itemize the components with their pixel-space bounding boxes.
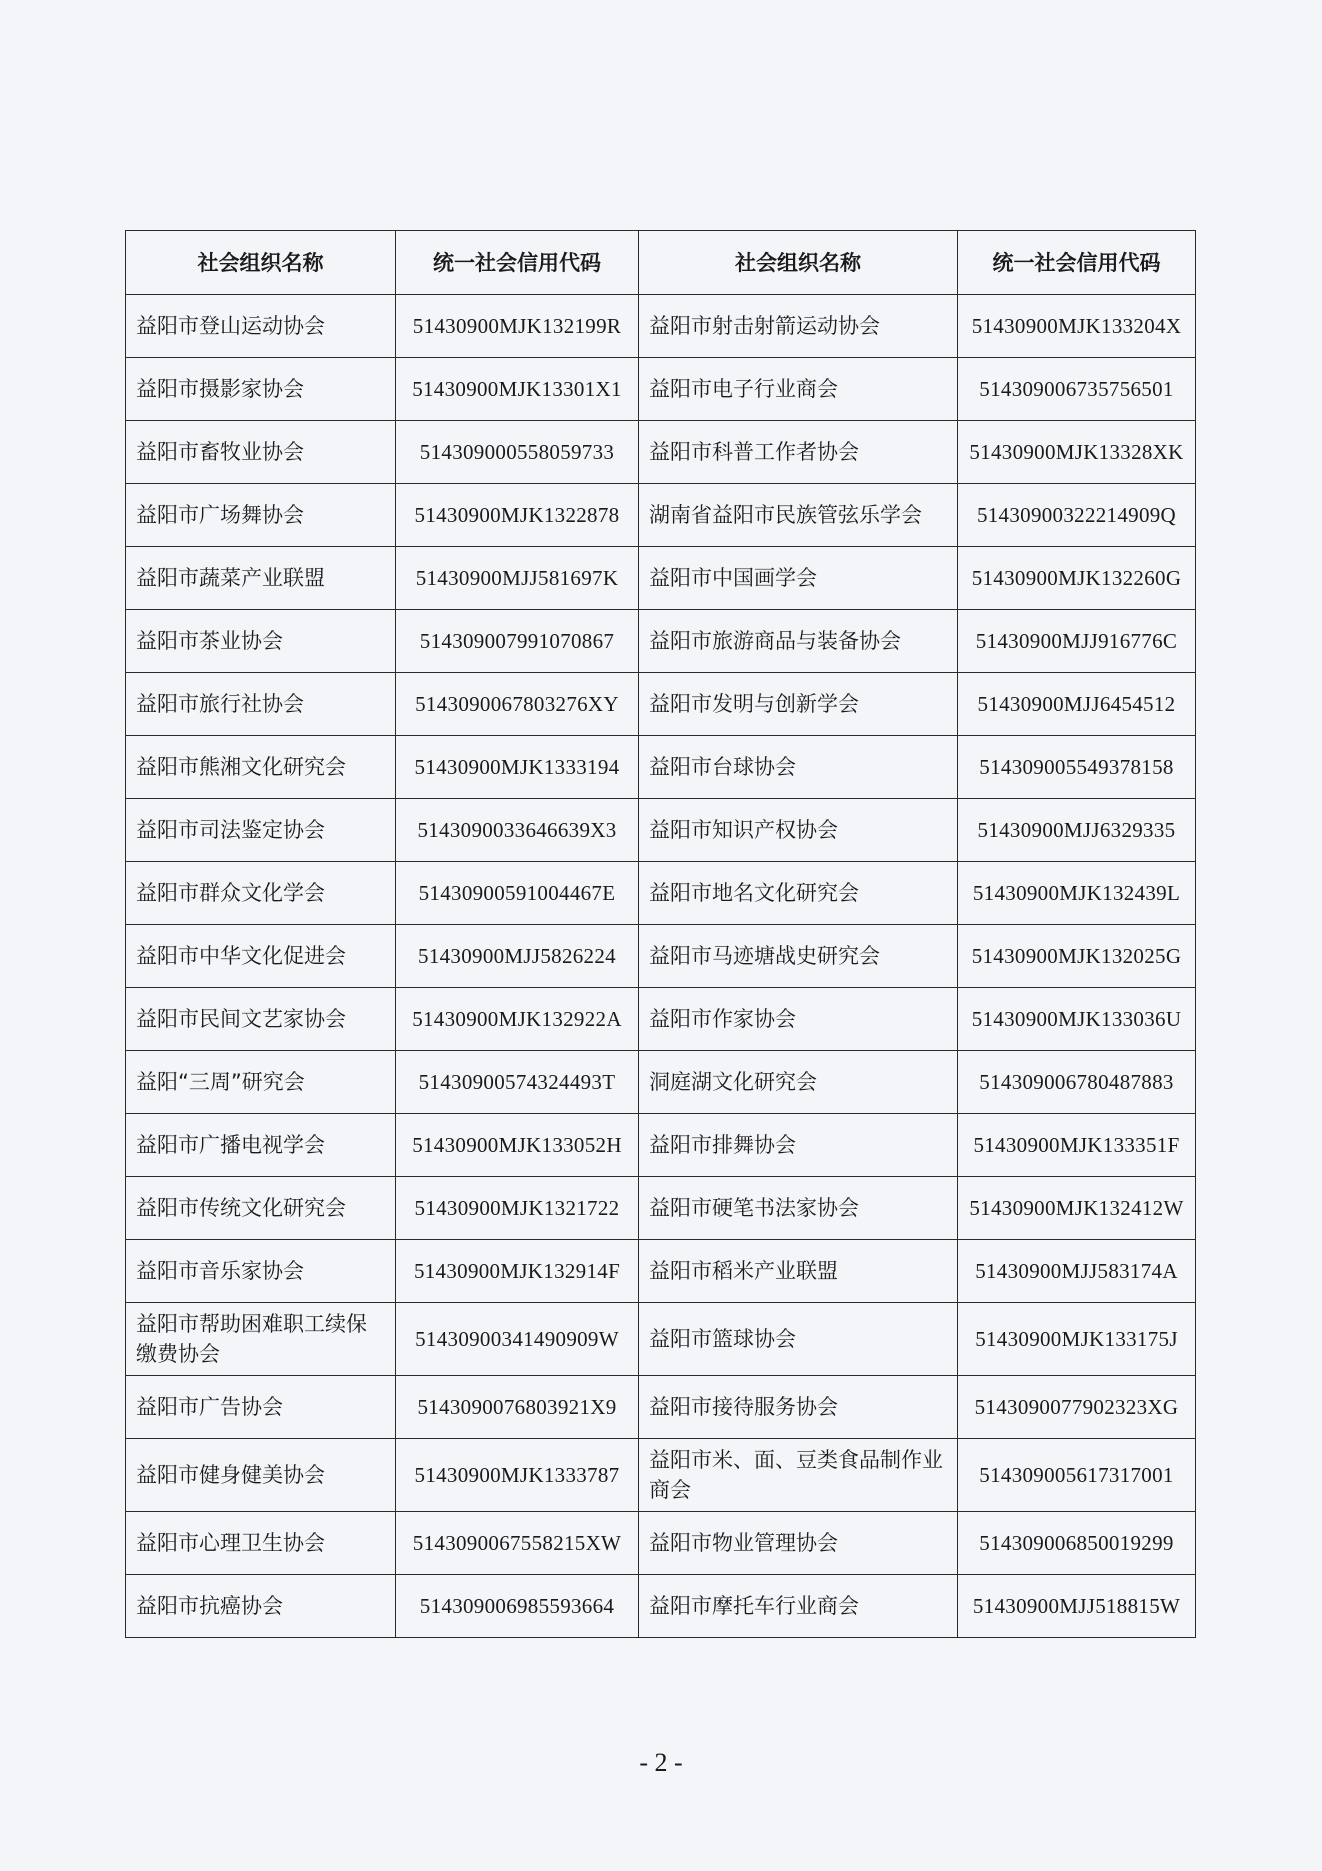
org-name-cell: 益阳“三周”研究会 [126, 1051, 396, 1114]
table-row [126, 421, 1196, 484]
header-org-name: 社会组织名称 [639, 231, 958, 295]
org-name-cell: 益阳市熊湘文化研究会 [126, 736, 396, 799]
org-name-cell: 益阳市畜牧业协会 [126, 421, 396, 484]
org-name-cell: 益阳市广播电视学会 [126, 1114, 396, 1177]
org-name-cell: 益阳市台球协会 [639, 736, 958, 799]
credit-code-cell: 51430900MJK1333194 [396, 736, 639, 799]
org-name-cell: 益阳市心理卫生协会 [126, 1512, 396, 1575]
org-name-cell: 益阳市旅行社协会 [126, 673, 396, 736]
credit-code-cell: 514309005549378158 [958, 736, 1196, 799]
credit-code-cell: 51430900322214909Q [958, 484, 1196, 547]
credit-code-cell: 51430900341490909W [396, 1303, 639, 1376]
credit-code-cell: 51430900MJK132914F [396, 1240, 639, 1303]
credit-code-cell: 514309006780487883 [958, 1051, 1196, 1114]
credit-code-cell: 51430900MJK133175J [958, 1303, 1196, 1376]
credit-code-cell: 51430900MJK1322878 [396, 484, 639, 547]
org-name-cell: 益阳市中华文化促进会 [126, 925, 396, 988]
table-row [126, 1376, 1196, 1439]
org-name-cell: 益阳市科普工作者协会 [639, 421, 958, 484]
org-name-cell: 益阳市茶业协会 [126, 610, 396, 673]
credit-code-cell: 5143090067558215XW [396, 1512, 639, 1575]
credit-code-cell: 51430900MJK133052H [396, 1114, 639, 1177]
credit-code-cell: 51430900MJK132199R [396, 295, 639, 358]
table-row [126, 547, 1196, 610]
org-name-cell: 益阳市知识产权协会 [639, 799, 958, 862]
org-name-cell: 益阳市登山运动协会 [126, 295, 396, 358]
credit-code-cell: 51430900MJJ583174A [958, 1240, 1196, 1303]
table-header-row [126, 231, 1196, 295]
org-name-cell: 益阳市电子行业商会 [639, 358, 958, 421]
org-name-cell: 益阳市中国画学会 [639, 547, 958, 610]
org-name-cell: 益阳市抗癌协会 [126, 1575, 396, 1638]
credit-code-cell: 51430900591004467E [396, 862, 639, 925]
org-name-cell: 益阳市司法鉴定协会 [126, 799, 396, 862]
page-number: - 2 - [639, 1748, 683, 1777]
table-row [126, 988, 1196, 1051]
header-credit-code: 统一社会信用代码 [958, 231, 1196, 295]
table-row [126, 1240, 1196, 1303]
org-name-cell: 洞庭湖文化研究会 [639, 1051, 958, 1114]
org-name-cell: 益阳市旅游商品与装备协会 [639, 610, 958, 673]
credit-code-cell: 5143090067803276XY [396, 673, 639, 736]
table-row [126, 1575, 1196, 1638]
credit-code-cell: 51430900MJK132922A [396, 988, 639, 1051]
org-name-cell: 益阳市广场舞协会 [126, 484, 396, 547]
org-name-cell: 益阳市射击射箭运动协会 [639, 295, 958, 358]
credit-code-cell: 51430900MJJ5826224 [396, 925, 639, 988]
table-row [126, 925, 1196, 988]
org-name-cell: 益阳市群众文化学会 [126, 862, 396, 925]
credit-code-cell: 51430900574324493T [396, 1051, 639, 1114]
credit-code-cell: 51430900MJK13301X1 [396, 358, 639, 421]
table-row [126, 610, 1196, 673]
table-row [126, 1303, 1196, 1376]
header-org-name: 社会组织名称 [126, 231, 396, 295]
credit-code-cell: 51430900MJJ6329335 [958, 799, 1196, 862]
credit-code-cell: 514309006985593664 [396, 1575, 639, 1638]
credit-code-cell: 51430900MJJ518815W [958, 1575, 1196, 1638]
org-name-cell: 益阳市作家协会 [639, 988, 958, 1051]
org-name-cell: 益阳市传统文化研究会 [126, 1177, 396, 1240]
table-row [126, 484, 1196, 547]
table-row [126, 295, 1196, 358]
credit-code-cell: 51430900MJJ6454512 [958, 673, 1196, 736]
org-name-cell: 益阳市地名文化研究会 [639, 862, 958, 925]
credit-code-cell: 51430900MJK133351F [958, 1114, 1196, 1177]
org-name-cell: 益阳市排舞协会 [639, 1114, 958, 1177]
credit-code-cell: 51430900MJK133204X [958, 295, 1196, 358]
credit-code-cell: 514309006735756501 [958, 358, 1196, 421]
header-credit-code: 统一社会信用代码 [396, 231, 639, 295]
table-row [126, 1439, 1196, 1512]
org-name-cell: 益阳市广告协会 [126, 1376, 396, 1439]
org-name-cell: 益阳市摩托车行业商会 [639, 1575, 958, 1638]
credit-code-cell: 5143090076803921X9 [396, 1376, 639, 1439]
org-name-cell: 益阳市马迹塘战史研究会 [639, 925, 958, 988]
table-row [126, 1114, 1196, 1177]
org-name-cell: 益阳市民间文艺家协会 [126, 988, 396, 1051]
credit-code-cell: 51430900MJJ916776C [958, 610, 1196, 673]
org-name-cell: 益阳市接待服务协会 [639, 1376, 958, 1439]
credit-code-cell: 51430900MJK132025G [958, 925, 1196, 988]
credit-code-cell: 514309007991070867 [396, 610, 639, 673]
credit-code-cell: 514309006850019299 [958, 1512, 1196, 1575]
table-row [126, 1051, 1196, 1114]
org-name-cell: 益阳市篮球协会 [639, 1303, 958, 1376]
org-name-cell: 益阳市硬笔书法家协会 [639, 1177, 958, 1240]
org-name-cell: 益阳市米、面、豆类食品制作业商会 [639, 1439, 958, 1512]
org-name-cell: 益阳市摄影家协会 [126, 358, 396, 421]
table-row [126, 1512, 1196, 1575]
credit-code-cell: 514309000558059733 [396, 421, 639, 484]
org-name-cell: 益阳市稻米产业联盟 [639, 1240, 958, 1303]
credit-code-cell: 5143090077902323XG [958, 1376, 1196, 1439]
credit-code-cell: 5143090033646639X3 [396, 799, 639, 862]
organization-credit-code-table [125, 230, 1196, 1638]
org-name-cell: 益阳市音乐家协会 [126, 1240, 396, 1303]
org-name-cell: 益阳市物业管理协会 [639, 1512, 958, 1575]
org-name-cell: 益阳市蔬菜产业联盟 [126, 547, 396, 610]
table-row [126, 358, 1196, 421]
credit-code-cell: 51430900MJK132260G [958, 547, 1196, 610]
credit-code-cell: 51430900MJK132439L [958, 862, 1196, 925]
credit-code-cell: 514309005617317001 [958, 1439, 1196, 1512]
credit-code-cell: 51430900MJK13328XK [958, 421, 1196, 484]
credit-code-cell: 51430900MJK1333787 [396, 1439, 639, 1512]
org-name-cell: 益阳市帮助困难职工续保缴费协会 [126, 1303, 396, 1376]
credit-code-cell: 51430900MJJ581697K [396, 547, 639, 610]
org-name-cell: 益阳市发明与创新学会 [639, 673, 958, 736]
credit-code-cell: 51430900MJK1321722 [396, 1177, 639, 1240]
credit-code-cell: 51430900MJK132412W [958, 1177, 1196, 1240]
table-row [126, 1177, 1196, 1240]
credit-code-cell: 51430900MJK133036U [958, 988, 1196, 1051]
org-name-cell: 湖南省益阳市民族管弦乐学会 [639, 484, 958, 547]
table-row [126, 862, 1196, 925]
table-row [126, 673, 1196, 736]
table-row [126, 736, 1196, 799]
table-row [126, 799, 1196, 862]
org-name-cell: 益阳市健身健美协会 [126, 1439, 396, 1512]
